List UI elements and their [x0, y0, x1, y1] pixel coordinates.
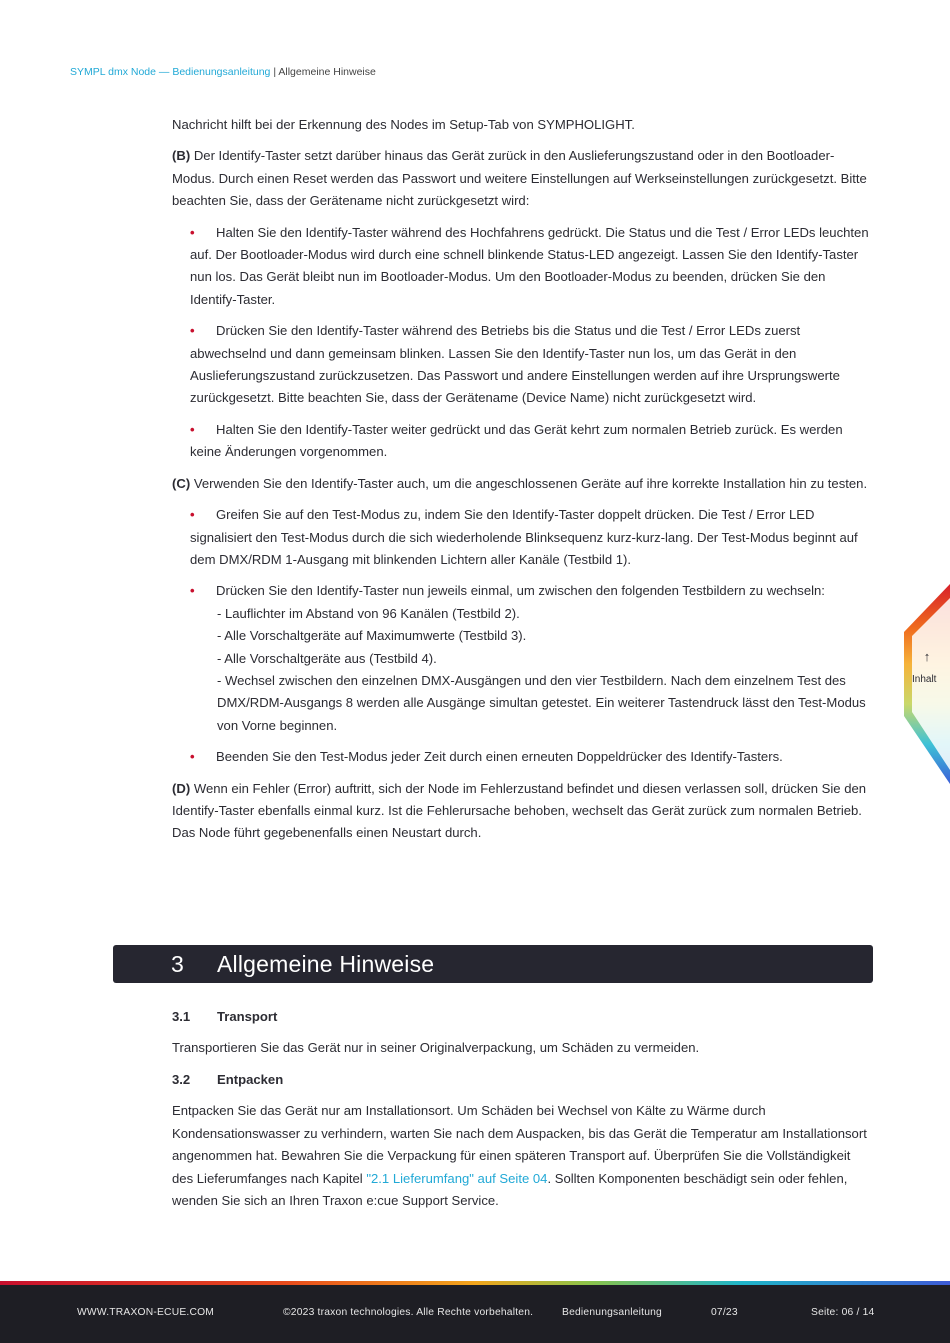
- footer-copyright: ©2023 traxon technologies. Alle Rechte vorbehalten.: [283, 1307, 534, 1318]
- lieferumfang-link[interactable]: "2.1 Lieferumfang" auf Seite 04: [366, 1170, 548, 1186]
- paragraph-b: [172, 145, 874, 212]
- bullet-item: [190, 419, 874, 464]
- footer-website[interactable]: WWW.TRAXON-ECUE.COM: [77, 1307, 215, 1318]
- bullet-text: Halten Sie den Identify-Taster während des Hochfahrens gedrückt. Die Status und die Test / Error LEDs leuchten auf. Der Bootloader-Modus wird durch eine schnell blinkende Status-LED angezeigt. Lassen Sie den Identify-Taster nun los. Das Gerät bleibt nun im Bootloader-Modus. Um den Bootloader-Modus zu beenden, drücken Sie den Identify-Taster.: [190, 224, 869, 307]
- subsection-text: [172, 1100, 874, 1212]
- subsection-heading: [172, 1069, 874, 1091]
- paragraph-b-lead: (B): [172, 148, 191, 164]
- subsection-unpack: [172, 1069, 874, 1212]
- section-number: 3: [171, 950, 184, 977]
- footer-color-stripe: [0, 1281, 950, 1285]
- subsection-transport: [172, 1006, 874, 1060]
- sub-item: - Lauflichter im Abstand von 96 Kanälen (Testbild 2).: [217, 605, 520, 621]
- paragraph-c-text: Verwenden Sie den Identify-Taster auch, um die angeschlossenen Geräte auf ihre korrekte Installation hin zu testen.: [190, 475, 868, 491]
- bullet-item: [190, 222, 874, 312]
- contents-tab[interactable]: [904, 584, 950, 784]
- paragraph-a-end: Nachricht hilft bei der Erkennung des Nodes im Setup-Tab von SYMPHOLIGHT.: [172, 117, 635, 132]
- contents-tab-label: Inhalt: [912, 674, 937, 685]
- main-content: [172, 114, 874, 854]
- sub-item: - Wechsel zwischen den einzelnen DMX-Ausgängen und den vier Testbildern. Nach dem einzelnem Test des DMX/RDM-Ausgangs 8 werden alle Ausgänge simultan getestet. Ein weiterer Tastendruck lässt den Test-Modus von Vorne beginnen.: [217, 672, 866, 733]
- subsection-number: 3.2: [172, 1072, 191, 1087]
- bullet-icon: •: [190, 507, 195, 523]
- subsection-title: Transport: [217, 1009, 278, 1024]
- subsection-heading: [172, 1006, 874, 1028]
- bullet-icon: •: [190, 323, 195, 339]
- header-separator: |: [270, 66, 279, 78]
- bullet-item: [190, 580, 874, 602]
- bullet-text: Halten Sie den Identify-Taster weiter gedrückt und das Gerät kehrt zum normalen Betrieb zurück. Es werden keine Änderungen vorgenommen.: [190, 421, 843, 460]
- subsection-title: Entpacken: [217, 1072, 284, 1087]
- bullet-text: Drücken Sie den Identify-Taster während des Betriebs bis die Status und die Test / Error LEDs zuerst abwechselnd und dann gemeinsam blinken. Lassen Sie den Identify-Taster nun los, um das Gerät in den Auslieferungszustand zurückzusetzen. Das Passwort und andere Einstellungen werden auf ihre Ursprungswerte zurückgesetzt. Bitte beachten Sie, dass der Gerätename (Device Name) nicht zurückgesetzt wird.: [190, 323, 840, 406]
- sub-item: - Alle Vorschaltgeräte auf Maximumwerte (Testbild 3).: [217, 628, 527, 644]
- bullet-icon: •: [190, 749, 195, 765]
- unpack-text-1: Entpacken Sie das Gerät nur am Installationsort. Um Schäden bei Wechsel von Kälte zu Wärme durch Kondensationswasser zu verhindern, warten Sie nach dem Auspacken, bis das Gerät die Temperatur am Installationsort angenommen hat. Bewahren Sie die Verpackung für einen späteren Transport auf. Überprüfen Sie die Vollständigkeit des Lieferumfanges nach Kapitel: [172, 1103, 867, 1186]
- unpack-text-2: . Sollten Komponenten beschädigt sein oder fehlen, wenden Sie sich an Ihren Traxon e:cue Support Service.: [172, 1170, 848, 1209]
- bullet-text: Greifen Sie auf den Test-Modus zu, indem Sie den Identify-Taster doppelt drücken. Die Test / Error LED signalisiert den Test-Modus durch die sich wiederholende Blinksequenz kurz-kurz-lang. Der Test-Modus beginnt auf dem DMX/RDM 1-Ausgang mit blinkenden Lichtern aller Kanäle (Testbild 1).: [190, 507, 858, 567]
- footer-date: 07/23: [711, 1307, 738, 1318]
- sub-item: - Alle Vorschaltgeräte aus (Testbild 4).: [217, 650, 437, 666]
- arrow-up-icon: ↑: [923, 649, 931, 664]
- paragraph-d-lead: (D): [172, 780, 191, 796]
- bullet-text: Beenden Sie den Test-Modus jeder Zeit durch einen erneuten Doppeldrücker des Identify-Tasters.: [216, 749, 783, 765]
- bullet-icon: •: [190, 583, 195, 599]
- paragraph-c: [172, 473, 874, 495]
- header-doc-link[interactable]: SYMPL dmx Node — Bedienungsanleitung: [70, 66, 271, 78]
- section-title: Allgemeine Hinweise: [217, 950, 435, 977]
- bullet-item: [190, 320, 874, 410]
- header-section: Allgemeine Hinweise: [278, 66, 376, 78]
- paragraph-d: [172, 778, 874, 845]
- footer-page-number: Seite: 06 / 14: [811, 1307, 875, 1318]
- page-footer: [0, 1281, 950, 1343]
- subsection-text: Transportieren Sie das Gerät nur in seiner Originalverpackung, um Schäden zu vermeiden.: [172, 1040, 700, 1056]
- footer-doc-type: Bedienungsanleitung: [562, 1307, 662, 1318]
- bullet-item: [190, 504, 874, 571]
- bullet-item: [190, 746, 874, 768]
- bullet-text: Drücken Sie den Identify-Taster nun jeweils einmal, um zwischen den folgenden Testbildern zu wechseln:: [216, 583, 825, 599]
- paragraph-b-text: Der Identify-Taster setzt darüber hinaus das Gerät zurück in den Auslieferungszustand oder in den Bootloader-Modus. Durch einen Reset werden das Passwort und weitere Einstellungen auf Werkseinstellungen zurückgesetzt. Bitte beachten Sie, dass der Gerätename nicht zurückgesetzt wird:: [172, 148, 867, 209]
- subsection-number: 3.1: [172, 1009, 191, 1024]
- bullet-icon: •: [190, 421, 195, 437]
- paragraph-d-text: Wenn ein Fehler (Error) auftritt, sich der Node im Fehlerzustand befindet und diesen verlassen soll, drücken Sie den Identify-Taster ebenfalls einmal kurz. Ist die Fehlerursache behoben, wechselt das Gerät zurück zum normalen Betrieb. Das Node führt gegebenenfalls einen Neustart durch.: [172, 780, 867, 841]
- paragraph-c-lead: (C): [172, 475, 191, 491]
- section-heading: [113, 945, 873, 983]
- bullet-icon: •: [190, 224, 195, 240]
- page-header: [70, 66, 376, 78]
